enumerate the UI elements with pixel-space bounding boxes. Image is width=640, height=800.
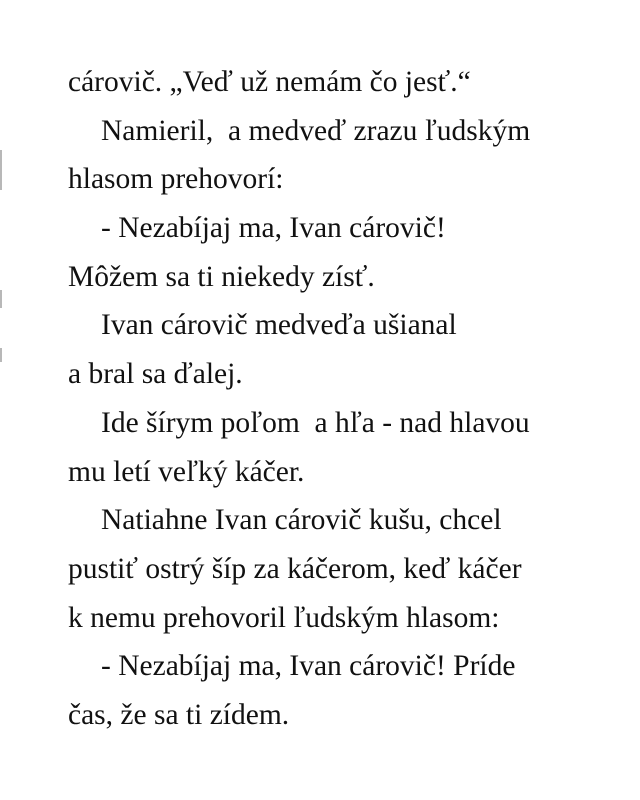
binding-edge-mark [0,290,2,308]
text-line: Ide šírym poľom a hľa - nad hlavou [101,406,530,439]
text-line: pustiť ostrý šíp za káčerom, keď káčer [68,552,522,585]
text-line: cárovič. „Veď už nemám čo jesť.“ [68,66,471,98]
text-line: mu letí veľký káčer. [68,455,305,488]
text-line: k nemu prehovoril ľudským hlasom: [68,601,500,634]
text-line: - Nezabíjaj ma, Ivan cárovič! Príde [101,650,516,683]
text-line: - Nezabíjaj ma, Ivan cárovič! [101,212,446,245]
binding-edge-mark [0,348,2,362]
text-line: čas, že sa ti zídem. [68,698,290,731]
text-line: hlasom prehovorí: [68,163,284,196]
binding-edge-mark [0,150,2,190]
text-line: Natiahne Ivan cárovič kušu, chcel [101,504,502,537]
text-line: Ivan cárovič medveďa ušianal [101,309,457,342]
text-line: Môžem sa ti niekedy zísť. [68,260,375,293]
text-line: a bral sa ďalej. [68,358,243,391]
story-text [68,58,628,740]
text-line: Namieril, a medveď zrazu ľudským [101,114,531,147]
